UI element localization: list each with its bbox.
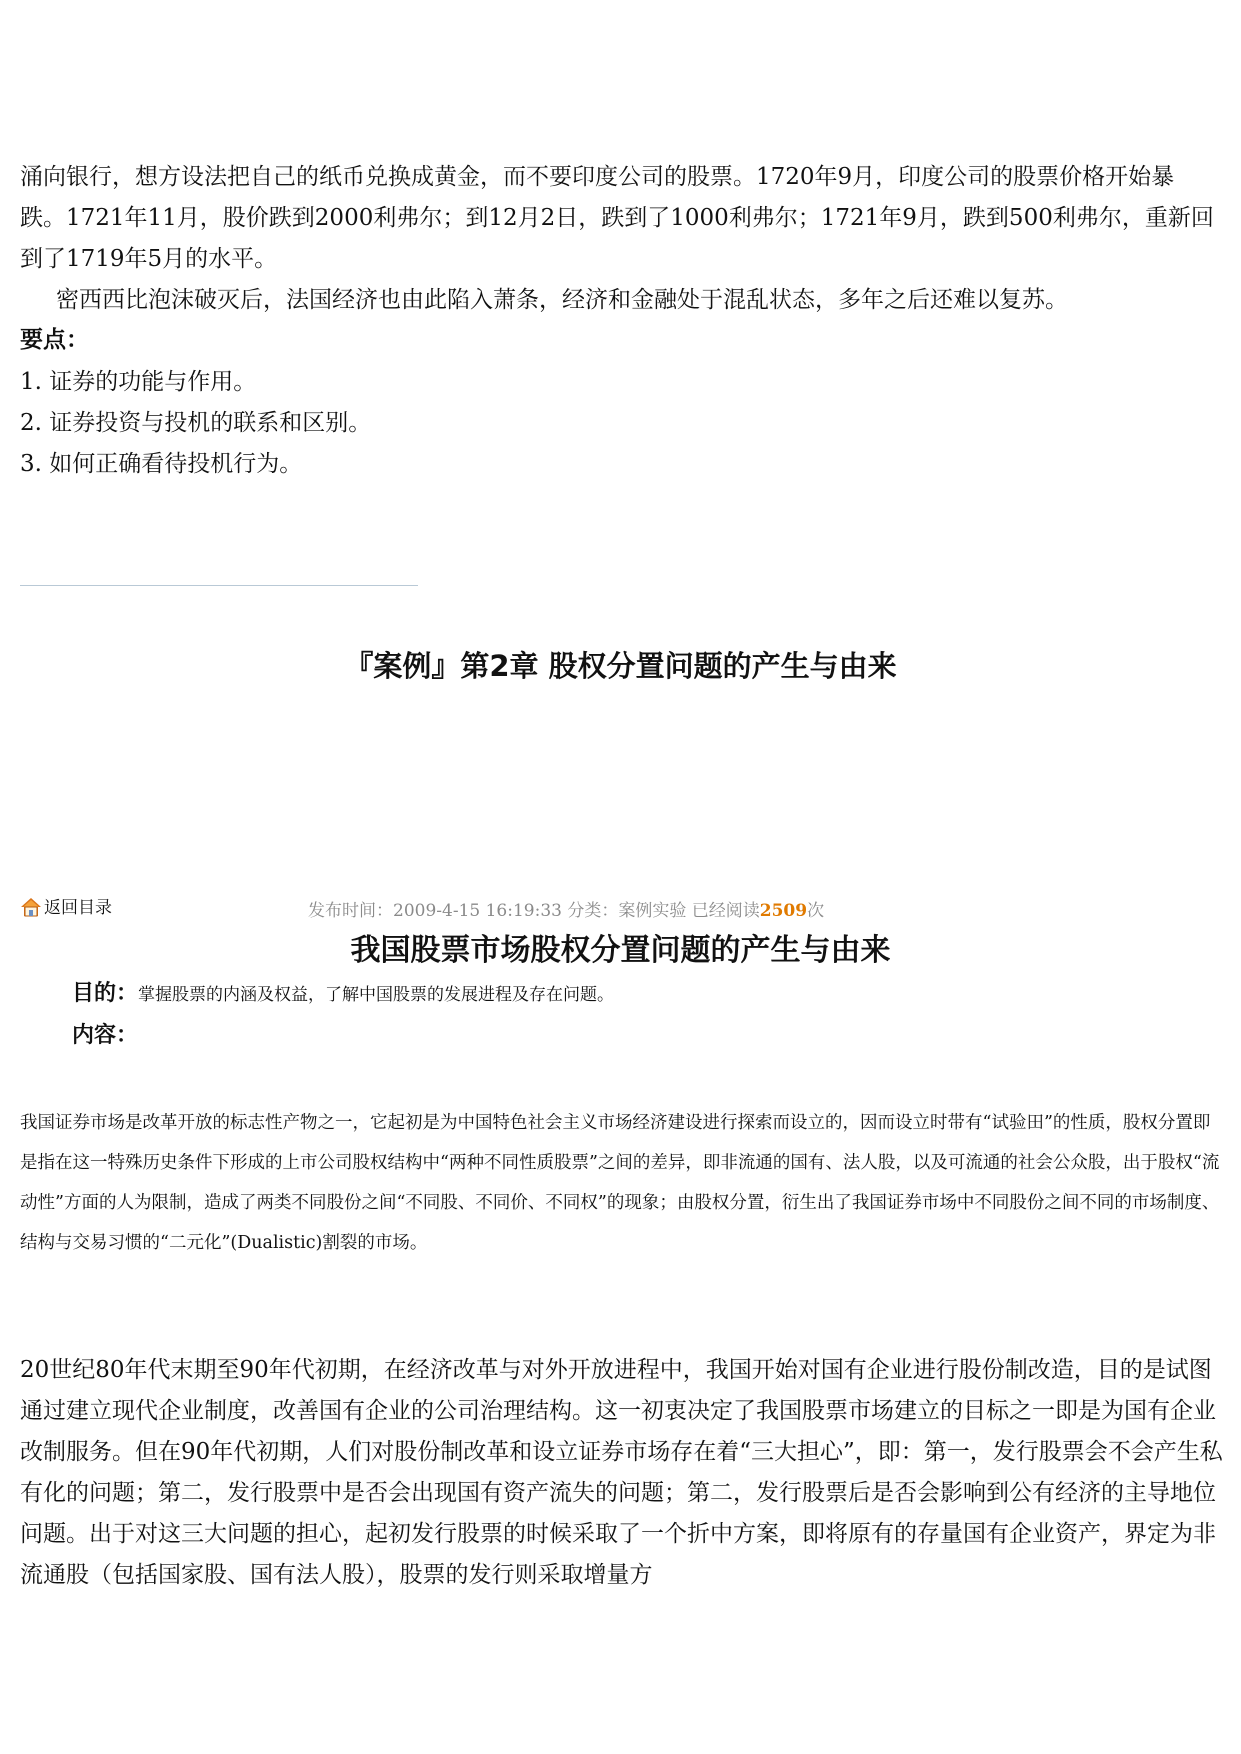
article-title: 我国股票市场股权分置问题的产生与由来 — [350, 933, 891, 968]
paragraph-mississippi-bubble: 密西西比泡沫破灭后，法国经济也由此陷入萧条，经济和金融处于混乱状态，多年之后还难以复苏。 — [56, 287, 1068, 313]
meta-publish-info: 发布时间：2009-4-15 16:19:33 分类：案例实验 已经阅读 — [308, 901, 760, 921]
section-divider — [20, 585, 418, 586]
article-meta — [308, 896, 824, 921]
purpose-line — [72, 976, 614, 1007]
key-point-2: 2. 证券投资与投机的联系和区别。 — [20, 410, 372, 436]
meta-suffix: 次 — [807, 901, 825, 921]
content-label: 内容： — [72, 1023, 139, 1048]
paragraph-law-collapse: 涌向银行，想方设法把自己的纸币兑换成黄金，而不要印度公司的股票。1720年9月，印度公司的股票价格开始暴跌。1721年11月，股价跌到2000利弗尔；到12月2日，跌到了1000利弗尔；1721年9月，跌到500利弗尔，重新回到了1719年5月的水平。 — [20, 164, 1214, 272]
case-title: 『案例』第2章 股权分置问题的产生与由来 — [344, 649, 897, 683]
paragraph-history: 20世纪80年代末期至90年代初期，在经济改革与对外开放进程中，我国开始对国有企业进行股份制改造，目的是试图通过建立现代企业制度，改善国有企业的公司治理结构。这一初衷决定了我国股票市场建立的目标之一即是为国有企业改制服务。但在90年代初期，人们对股份制改革和设立证券市场存在着“三大担心”，即：第一，发行股票会不会产生私有化的问题；第二，发行股票中是否会出现国有资产流失的问题；第二，发行股票后是否会影响到公有经济的主导地位问题。出于对这三大问题的担心，起初发行股票的时候采取了一个折中方案，即将原有的存量国有企业资产，界定为非流通股（包括国家股、国有法人股），股票的发行则采取增量方 — [20, 1357, 1223, 1588]
paragraph-market-intro: 我国证券市场是改革开放的标志性产物之一，它起初是为中国特色社会主义市场经济建设进行探索而设立的，因而设立时带有“试验田”的性质，股权分置即是指在这一特殊历史条件下形成的上市公司股权结构中“两种不同性质股票”之间的差异，即非流通的国有、法人股，以及可流通的社会公众股，出于股权“流动性”方面的人为限制，造成了两类不同股份之间“不同股、不同价、不同权”的现象；由股权分置，衍生出了我国证券市场中不同股份之间不同的市场制度、结构与交易习惯的“二元化”(Dualistic)割裂的市场。 — [20, 1113, 1220, 1253]
home-icon — [20, 896, 42, 918]
key-points-heading: 要点： — [20, 327, 89, 353]
back-to-contents-link[interactable] — [20, 893, 112, 918]
purpose-text: 掌握股票的内涵及权益，了解中国股票的发展进程及存在问题。 — [138, 985, 615, 1005]
purpose-label: 目的： — [72, 981, 139, 1006]
key-point-3: 3. 如何正确看待投机行为。 — [20, 451, 303, 477]
back-link-label: 返回目录 — [44, 898, 112, 918]
key-point-1: 1. 证券的功能与作用。 — [20, 369, 257, 395]
read-count: 2509 — [759, 901, 808, 921]
